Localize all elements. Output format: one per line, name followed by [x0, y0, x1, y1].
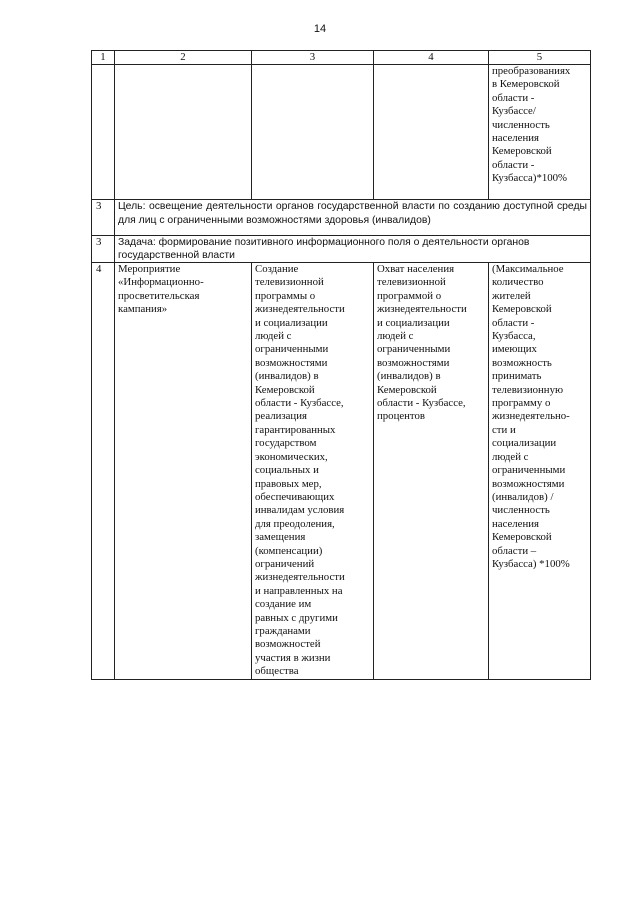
- row-number: 3: [92, 236, 115, 263]
- cell-empty: [374, 65, 489, 200]
- table-header-row: [92, 51, 591, 65]
- header-col-2: 2: [115, 51, 252, 65]
- indicator-name: Охват населения телевизионной программой о жизнедеятельности и социализации людей с ограниченными возможностями (инвалидов) в Кемеровской области - Кузбассе, процентов: [374, 263, 489, 680]
- page-number: 14: [313, 23, 327, 35]
- table-row-task: [92, 236, 591, 263]
- row-number: 3: [92, 200, 115, 236]
- goal-text: Цель: освещение деятельности органов государственной власти по созданию доступной среды для лиц с ограниченными возможностями здоровья (инвалидов): [115, 200, 591, 236]
- measures-table: [91, 50, 591, 680]
- event-name: Мероприятие «Информационно- просветительская кампания»: [115, 263, 252, 680]
- row-number: 4: [92, 263, 115, 680]
- cell-empty: [115, 65, 252, 200]
- cell-empty: [252, 65, 374, 200]
- indicator-formula: (Максимальное количество жителей Кемеровской области - Кузбасса, имеющих возможность принимать телевизионную программу о жизнедеятельно- сти и социализации людей с ограниченными возможностями (инвалидов) / численность населения Кемеровской области – Кузбасса) *100%: [489, 263, 591, 680]
- task-text: Задача: формирование позитивного информационного поля о деятельности органов государственной власти: [115, 236, 591, 263]
- header-col-4: 4: [374, 51, 489, 65]
- header-col-5: 5: [489, 51, 591, 65]
- indicator-formula-continuation: преобразованиях в Кемеровской области - Кузбассе/ численность населения Кемеровской области - Кузбасса)*100%: [489, 65, 591, 200]
- table-row-continuation: [92, 65, 591, 200]
- table-row-event: [92, 263, 591, 680]
- header-col-1: 1: [92, 51, 115, 65]
- cell-empty: [92, 65, 115, 200]
- table-row-goal: [92, 200, 591, 236]
- header-col-3: 3: [252, 51, 374, 65]
- event-description: Создание телевизионной программы о жизнедеятельности и социализации людей с ограниченными возможностями (инвалидов) в Кемеровской области - Кузбассе, реализация гарантированных государством экономических, социальных и правовых мер, обеспечивающих инвалидам условия для преодоления, замещения (компенсации) ограничений жизнедеятельности и направленных на создание им равных с другими гражданами возможностей участия в жизни общества: [252, 263, 374, 680]
